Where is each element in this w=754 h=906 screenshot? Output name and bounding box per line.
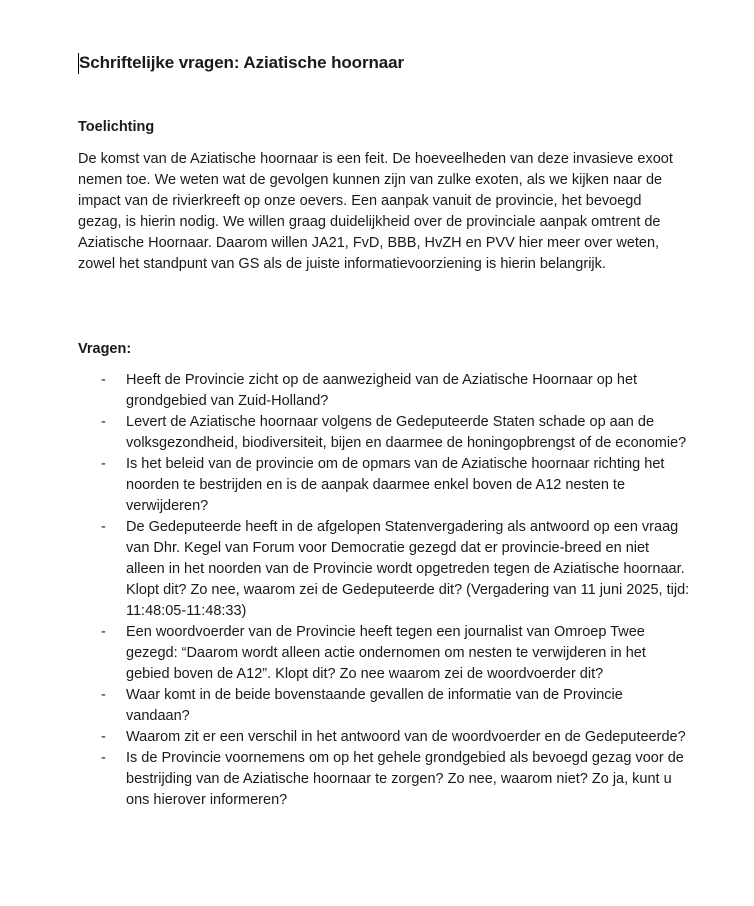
toelichting-paragraph[interactable]: De komst van de Aziatische hoornaar is een feit. De hoeveelheden van deze invasieve exoot nemen toe. We weten wat de gevolgen kunnen zijn van zulke exoten, als we kijken naar de impact van de rivierkreeft op onze oevers. Een aanpak vanuit de provincie, het bevoegd gezag, is hierin nodig. We willen graag duidelijkheid over de provinciale aanpak omtrent de Aziatische Hoornaar. Daarom willen JA21, FvD, BBB, HvZH en PVV hier meer over weten, zowel het standpunt van GS als de juiste informatievoorziening is hierin belangrijk. (78, 151, 673, 272)
question-item-4[interactable] (78, 517, 690, 622)
bullet-dash: - (101, 729, 106, 745)
question-text: De Gedeputeerde heeft in de afgelopen Statenvergadering als antwoord op een vraag van Dhr. Kegel van Forum voor Democratie gezegd dat er provincie-breed en niet alleen in het noorden van de Provincie wordt opgetreden tegen de Aziatische hoornaar. Klopt dit? Zo nee, waarom zei de Gedeputeerde dit? (Vergadering van 11 juni 2025, tijd: 11:48:05-11:48:33) (126, 519, 690, 619)
bullet-dash: - (101, 519, 106, 535)
question-text: Waar komt in de beide bovenstaande gevallen de informatie van de Provincie vandaan? (126, 687, 623, 724)
toelichting-heading[interactable]: Toelichting (78, 119, 155, 135)
question-item-6[interactable] (78, 685, 690, 727)
question-item-5[interactable] (78, 622, 690, 685)
document-title[interactable]: Schriftelijke vragen: Aziatische hoornaar (79, 53, 404, 72)
question-text: Waarom zit er een verschil in het antwoord van de woordvoerder en de Gedeputeerde? (126, 729, 686, 745)
question-text: Is het beleid van de provincie om de opmars van de Aziatische hoornaar richting het noorden te bestrijden en is de aanpak daarmee enkel boven de A12 nesten te verwijderen? (126, 456, 665, 514)
bullet-dash: - (101, 456, 106, 472)
question-item-3[interactable] (78, 454, 690, 517)
bullet-dash: - (101, 687, 106, 703)
question-text: Levert de Aziatische hoornaar volgens de Gedeputeerde Staten schade op aan de volksgezondheid, biodiversiteit, bijen en daarmee de honingopbrengst of de economie? (126, 414, 687, 451)
bullet-dash: - (101, 414, 106, 430)
bullet-dash: - (101, 750, 106, 766)
vragen-heading[interactable]: Vragen: (78, 341, 132, 357)
question-text: Is de Provincie voornemens om op het gehele grondgebied als bevoegd gezag voor de bestrijding van de Aziatische hoornaar te zorgen? Zo nee, waarom niet? Zo ja, kunt u ons hierover informeren? (126, 750, 684, 808)
bullet-dash: - (101, 372, 106, 388)
questions-list (78, 370, 690, 811)
question-item-7[interactable] (78, 727, 690, 748)
question-item-2[interactable] (78, 412, 690, 454)
question-item-1[interactable] (78, 370, 690, 412)
question-item-8[interactable] (78, 748, 690, 811)
question-text: Heeft de Provincie zicht op de aanwezigheid van de Aziatische Hoornaar op het grondgebied van Zuid-Holland? (126, 372, 638, 409)
bullet-dash: - (101, 624, 106, 640)
question-text: Een woordvoerder van de Provincie heeft tegen een journalist van Omroep Twee gezegd: “Daarom wordt alleen actie ondernomen om nesten te verwijderen in het gebied boven de A12”. Klopt dit? Zo nee waarom zei de woordvoerder dit? (126, 624, 646, 682)
